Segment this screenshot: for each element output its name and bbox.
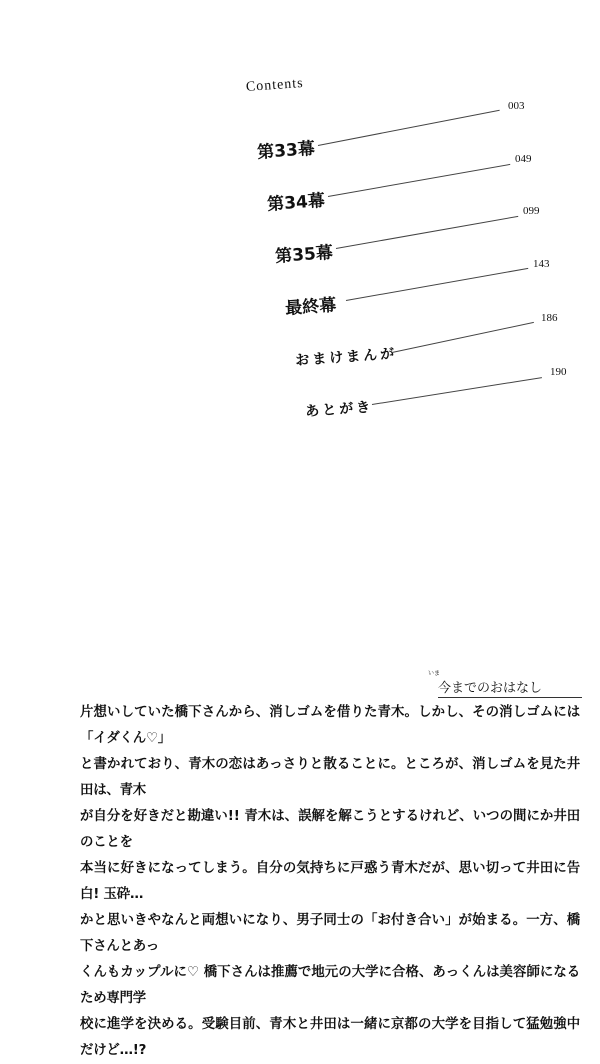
summary-line: が自分を好きだと勘違い!! 青木は、誤解を解こうとするけれど、いつの間にか井田のことを [80, 809, 580, 850]
toc-page-number: 190 [550, 366, 567, 378]
toc-leader-line [372, 377, 542, 405]
summary-ruby: いま [428, 670, 441, 677]
toc-label: あとがき [304, 399, 374, 421]
toc-label: おまけまんが [294, 345, 398, 370]
summary-line: かと思いきやなんと両想いになり、男子同士の「お付き合い」が始まる。一方、橋下さんとあっ [80, 913, 580, 954]
summary-heading: 今までのおはなし [438, 677, 582, 698]
summary-text [80, 700, 580, 1064]
toc-leader-line [318, 110, 500, 146]
summary-line: 片想いしていた橋下さんから、消しゴムを借りた青木。しかし、その消しゴムには「イダくん♡」 [80, 705, 580, 746]
toc-label: 第34幕 [266, 191, 326, 215]
toc-page-number: 099 [523, 205, 540, 217]
toc-leader-line [328, 164, 510, 197]
toc-label: 第35幕 [274, 243, 334, 267]
toc-leader-line [346, 268, 528, 301]
toc-page-number: 003 [508, 100, 525, 112]
summary-line: と書かれており、青木の恋はあっさりと散ることに。ところが、消しゴムを見た井田は、青木 [80, 757, 580, 798]
summary-line: 校に進学を決める。受験目前、青木と井田は一緒に京都の大学を目指して猛勉強中だけど…!? [80, 1017, 580, 1058]
summary-line: くんもカップルに♡ 橋下さんは推薦で地元の大学に合格、あっくんは美容師になるため専門学 [80, 965, 580, 1006]
toc-label: 第33幕 [256, 139, 316, 163]
toc-leader-line [392, 322, 534, 353]
toc-page-number: 049 [515, 153, 532, 165]
summary-line: 本当に好きになってしまう。自分の気持ちに戸惑う青木だが、思い切って井田に告白! 玉砕… [80, 861, 580, 902]
toc-page-number: 143 [533, 258, 550, 270]
toc-label: 最終幕 [284, 295, 337, 319]
toc-page-number: 186 [541, 312, 558, 324]
contents-title: Contents [245, 75, 305, 95]
toc-leader-line [336, 216, 518, 249]
